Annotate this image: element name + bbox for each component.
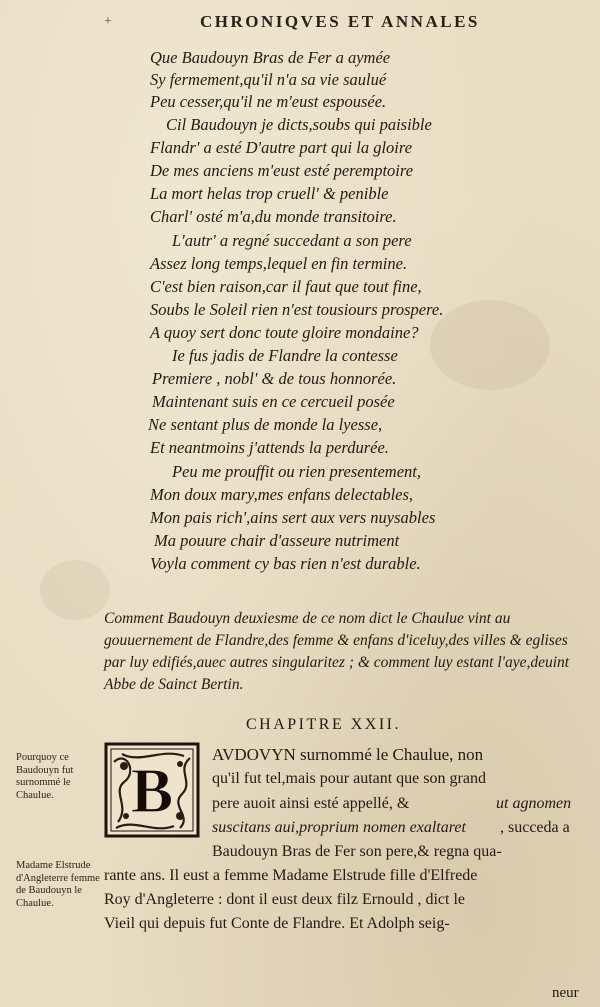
chapter-title: CHAPITRE XXII. [246, 716, 401, 733]
paper-stain [40, 560, 110, 620]
poem-line: Sy fermement,qu'il n'a sa vie saulué [150, 70, 387, 89]
poem-line: Mon doux mary,mes enfans delectables, [150, 485, 414, 504]
margin-note: Pourquoy ce Baudouyn fut surnommé le Chaulue. [16, 752, 74, 801]
body-line: pere auoit ainsi esté appellé, & [212, 795, 410, 812]
catchword: neur [552, 985, 579, 1001]
poem-line: De mes anciens m'eust esté peremptoire [150, 161, 414, 180]
latin-phrase: ut agnomen [496, 795, 572, 812]
poem-line: Flandr' a esté D'autre part qui la gloire [150, 138, 413, 157]
poem-line: Soubs le Soleil rien n'est tousiours prospere. [150, 300, 444, 319]
poem-line: Que Baudouyn Bras de Fer a aymée [150, 48, 391, 67]
poem-line: Et neantmoins j'attends la perdurée. [150, 438, 389, 457]
poem-line: A quoy sert donc toute gloire mondaine? [150, 323, 419, 342]
body-line: qu'il fut tel,mais pour autant que son grand [212, 770, 486, 787]
paper-stain [430, 300, 550, 390]
poem-line: Premiere , nobl' & de tous honnorée. [152, 369, 397, 388]
poem-line: Voyla comment cy bas rien n'est durable. [150, 554, 421, 573]
poem-line: Assez long temps,lequel en fin termine. [150, 254, 408, 273]
chapter-summary: Comment Baudouyn deuxiesme de ce nom dict le Chaulue vint au gouuernement de Flandre,des femme & enfans d'iceluy,des villes & eglises par luy edifiés,auec autres singularitez ; & comment luy estant l'aye,deuint Abbe de Sainct Bertin. [104, 610, 570, 693]
body-line: Vieil qui depuis fut Conte de Flandre. Et Adolph seig- [104, 915, 450, 932]
body-line: rante ans. Il eust a femme Madame Elstrude fille d'Elfrede [104, 867, 478, 884]
body-line: , succeda a [500, 819, 570, 836]
poem-line: Peu cesser,qu'il ne m'eust espousée. [150, 92, 387, 111]
poem-line: Peu me prouffit ou rien presentement, [172, 462, 421, 481]
latin-phrase: suscitans aui,proprium nomen exaltaret [212, 819, 466, 836]
body-line: Roy d'Angleterre : dont il eust deux filz Ernould , dict le [104, 891, 466, 908]
poem-line: La mort helas trop cruell' & penible [150, 184, 389, 203]
poem-line: Cil Baudouyn je dicts,soubs qui paisible [166, 115, 432, 134]
poem-line: Ie fus jadis de Flandre la contesse [172, 346, 398, 365]
decorated-initial [104, 742, 200, 838]
body-line: Baudouyn Bras de Fer son pere,& regna qua- [212, 843, 502, 860]
initial-letter: B [130, 755, 174, 826]
poem-line: Maintenant suis en ce cercueil posée [152, 392, 395, 411]
poem-line: Charl' osté m'a,du monde transitoire. [150, 207, 397, 226]
poem-line: Ne sentant plus de monde la lyesse, [148, 415, 383, 434]
poem-line: Mon pais rich',ains sert aux vers nuysables [150, 508, 436, 527]
body-line: AVDOVYN surnommé le Chaulue, non [212, 745, 484, 764]
running-head: CHRONIQVES ET ANNALES [200, 12, 480, 31]
page-number: + [104, 14, 112, 29]
margin-note: Madame Elstrude d'Angleterre femme de Baudouyn le Chaulue. [16, 860, 100, 909]
poem-line: C'est bien raison,car il faut que tout fine, [150, 277, 422, 296]
poem-line: Ma pouure chair d'asseure nutriment [154, 531, 400, 550]
poem-line: L'autr' a regné succedant a son pere [172, 231, 412, 250]
